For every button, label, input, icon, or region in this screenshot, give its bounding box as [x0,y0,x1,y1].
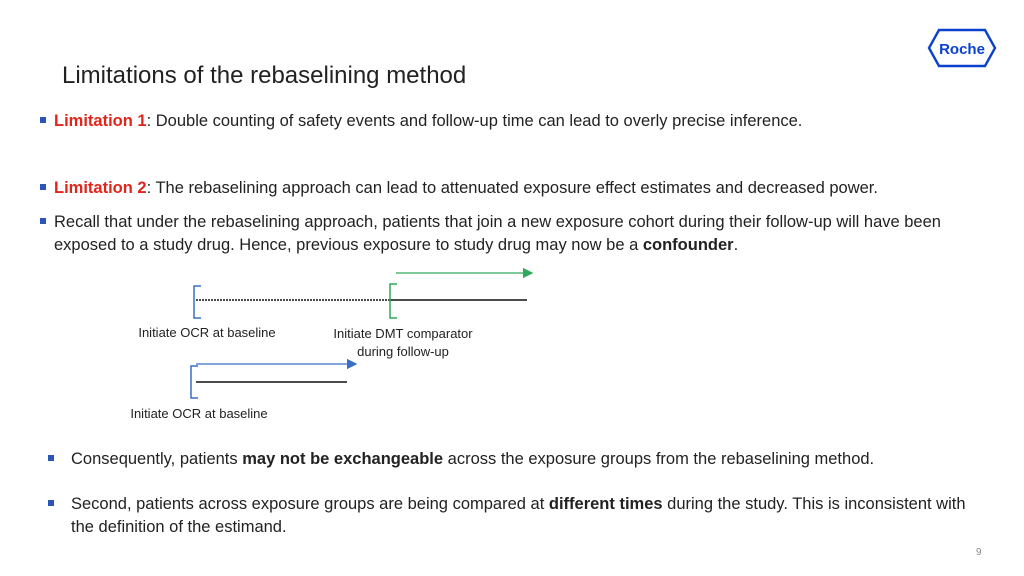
limitation-1-text: : Double counting of safety events and follow-up time can lead to overly precise inference. [146,112,803,130]
bullet-square-icon [48,500,54,506]
bullet-second [71,493,991,539]
recall-text: Recall that under the rebaselining approach, patients that join a new exposure cohort during their follow-up will have been exposed to a study drug. Hence, previous exposure to study drug may now be a [54,213,941,254]
limitation-1-label: Limitation 1 [54,112,147,130]
recall-bold: confounder [642,236,734,254]
bottom-baseline-label: Initiate OCR at baseline [130,406,268,421]
dmt-comparator-label [310,325,496,361]
consequently-pre: Consequently, patients [71,450,243,468]
page-number: 9 [976,547,982,558]
consequently-post: across the exposure groups from the rebaselining method. [443,450,875,468]
second-pre: Second, patients across exposure groups are being compared at [71,495,549,513]
logo-text: Roche [939,41,985,58]
bullet-square-icon [48,455,54,461]
limitation-2-text: : The rebaselining approach can lead to attenuated exposure effect estimates and decreased power. [146,179,878,197]
second-bold: different times [548,495,663,513]
recall-end: . [733,236,739,254]
second-post: during the study. This is inconsistent with the definition of the estimand. [71,495,966,536]
green-bracket [390,284,397,318]
blue-bracket-top [194,286,201,318]
dmt-label-line-1: Initiate DMT comparator [333,326,473,341]
limitation-2-label: Limitation 2 [54,179,147,197]
bullet-consequently [71,448,991,471]
top-baseline-label: Initiate OCR at baseline [138,325,276,340]
dmt-label-line-2: during follow-up [357,344,449,359]
consequently-bold: may not be exchangeable [242,450,444,468]
page-title: Limitations of the rebaselining method [62,62,467,89]
